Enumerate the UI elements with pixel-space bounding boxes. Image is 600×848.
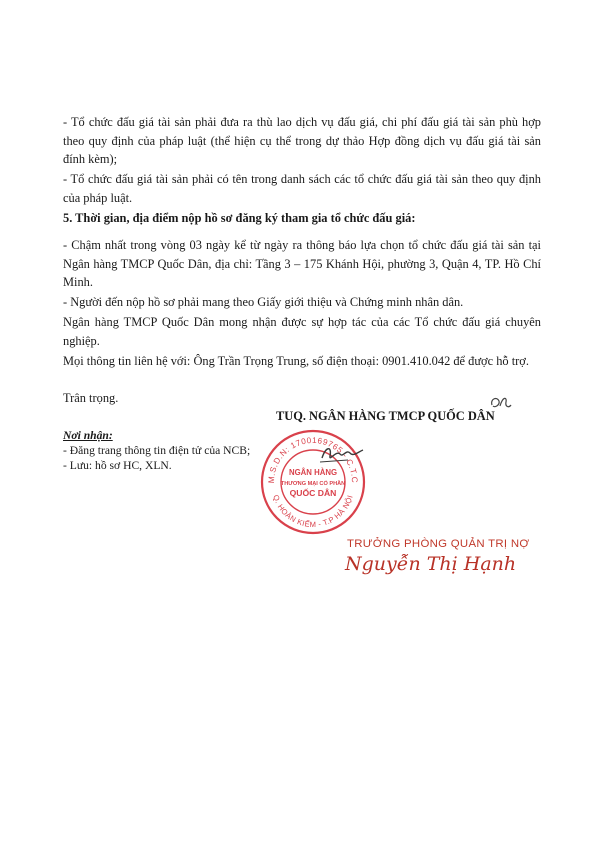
signature-name: Nguyễn Thị Hạnh	[345, 553, 517, 575]
paragraph-list-requirement: - Tổ chức đấu giá tài sản phải có tên trong danh sách các tổ chức đấu giá tài sản theo quy định của pháp luật.	[63, 172, 541, 205]
recipients-title: Nơi nhận:	[63, 429, 113, 442]
recipient-item: - Đăng trang thông tin điện tử của NCB;	[63, 444, 251, 457]
closing-text: Trân trọng.	[63, 391, 119, 405]
stamp-line-1: NGÂN HÀNG	[288, 468, 338, 477]
paragraph-cooperation: Ngân hàng TMCP Quốc Dân mong nhận được sự hợp tác của các Tổ chức đấu giá chuyên nghiệp.	[63, 315, 541, 348]
recipient-item: - Lưu: hồ sơ HC, XLN.	[63, 459, 172, 472]
signature-role: TRƯỞNG PHÒNG QUẢN TRỊ NỢ	[347, 538, 530, 550]
paragraph-documents: - Người đến nộp hồ sơ phải mang theo Giấy giới thiệu và Chứng minh nhân dân.	[63, 295, 464, 309]
handwritten-signature-stroke	[318, 440, 366, 470]
paragraph-deadline: - Chậm nhất trong vòng 03 ngày kể từ ngày ra thông báo lựa chọn tổ chức đấu giá tài sản tại Ngân hàng TMCP Quốc Dân, địa chỉ: Tầng 3 – 175 Khánh Hội, phường 3, Quận 4, TP. Hồ Chí Minh.	[63, 238, 541, 289]
stamp-ring-text: M.S.D.N: 1700169765 - C.T.C	[266, 435, 360, 484]
paragraph-contact: Mọi thông tin liên hệ với: Ông Trần Trọng Trung, số điện thoại: 0901.410.042 để được hỗ trợ.	[63, 354, 529, 368]
stamp-line-3: QUỐC DÂN	[289, 488, 337, 498]
stamp-line-2: THƯƠNG MẠI CỔ PHẦN	[280, 481, 346, 487]
section-5-heading: 5. Thời gian, địa điểm nộp hồ sơ đăng ký tham gia tổ chức đấu giá:	[63, 211, 416, 225]
signature-org: TUQ. NGÂN HÀNG TMCP QUỐC DÂN	[276, 409, 495, 423]
stamp-bottom-text: Q. HOÀN KIẾM - T.P HÀ NỘI	[271, 493, 355, 530]
paragraph-fee: - Tổ chức đấu giá tài sản phải đưa ra thù lao dịch vụ đấu giá, chi phí đấu giá tài sản phù hợp theo quy định của pháp luật (thể hiện cụ thể trong dự thảo Hợp đồng dịch vụ đấu giá tài sản đính kèm);	[63, 115, 541, 166]
